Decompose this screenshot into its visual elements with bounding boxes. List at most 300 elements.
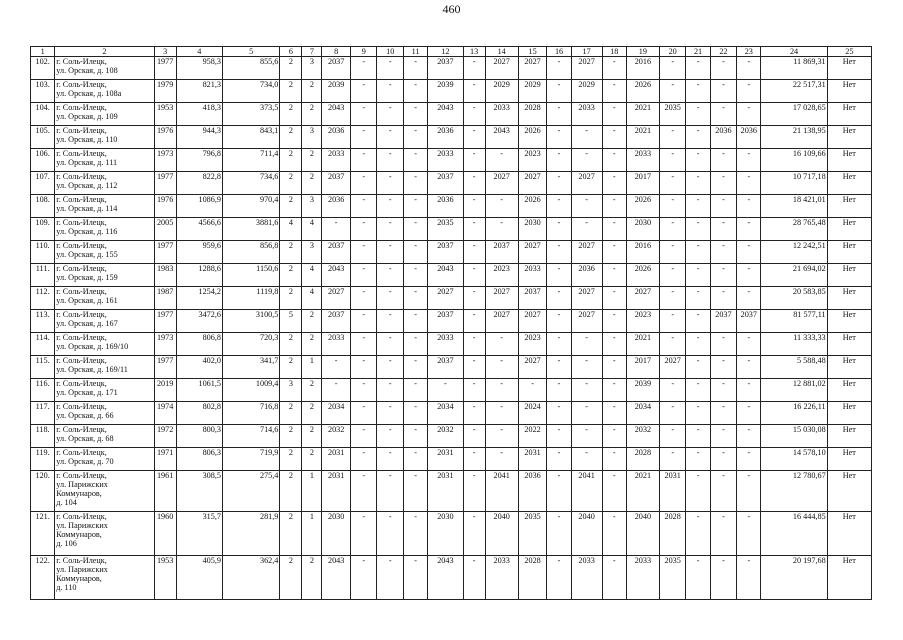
table-row [31, 287, 872, 310]
table-cell: 402,0 [176, 356, 222, 379]
table-cell: 843,1 [223, 126, 280, 149]
table-cell: 2039 [322, 80, 351, 103]
table-cell: - [377, 512, 403, 556]
table-cell: 1973 [154, 333, 176, 356]
table-cell: - [710, 356, 736, 379]
table-cell: 2029 [485, 80, 518, 103]
table-cell: - [737, 556, 761, 600]
table-cell: - [659, 241, 685, 264]
address-cell: г. Соль-Илецк, ул. Орская, д. 159 [55, 264, 154, 287]
table-cell: 2 [280, 471, 302, 512]
table-cell: - [403, 425, 427, 448]
table-cell: 822,8 [176, 172, 222, 195]
table-cell: 2028 [626, 448, 659, 471]
table-cell: 796,8 [176, 149, 222, 172]
table-cell: 2034 [322, 402, 351, 425]
table-row [31, 356, 872, 379]
table-cell: 2027 [571, 241, 602, 264]
table-cell: 2036 [518, 471, 547, 512]
table-cell: - [737, 103, 761, 126]
table-cell: - [659, 195, 685, 218]
table-cell: 2030 [518, 218, 547, 241]
address-cell: г. Соль-Илецк, ул. Орская, д. 169/11 [55, 356, 154, 379]
address-cell: г. Соль-Илецк, ул. Орская, д. 155 [55, 241, 154, 264]
table-cell: - [710, 172, 736, 195]
table-cell: - [351, 512, 377, 556]
status-cell: Нет [827, 195, 871, 218]
table-cell: - [602, 471, 626, 512]
status-cell: Нет [827, 287, 871, 310]
table-cell: 2 [302, 556, 322, 600]
table-cell: 2028 [518, 556, 547, 600]
table-cell: - [547, 57, 571, 80]
row-number: 112. [31, 287, 55, 310]
table-cell: - [686, 195, 710, 218]
table-cell: - [602, 402, 626, 425]
table-cell: - [428, 379, 463, 402]
table-cell: - [571, 356, 602, 379]
table-cell: - [403, 512, 427, 556]
cost-cell: 12 242,51 [761, 241, 827, 264]
table-cell: - [403, 471, 427, 512]
table-cell: 2021 [626, 103, 659, 126]
table-cell: - [485, 425, 518, 448]
table-cell: 2019 [154, 379, 176, 402]
table-cell: - [351, 379, 377, 402]
address-cell: г. Соль-Илецк, ул. Парижских Коммунаров, д. 104 [55, 471, 154, 512]
table-cell: - [377, 379, 403, 402]
table-cell: 2 [280, 556, 302, 600]
table-cell: - [686, 57, 710, 80]
table-cell: - [686, 402, 710, 425]
table-cell: - [463, 333, 485, 356]
table-cell: - [322, 218, 351, 241]
table-cell: 341,7 [223, 356, 280, 379]
column-header: 23 [737, 47, 761, 57]
status-cell: Нет [827, 310, 871, 333]
table-cell: 2 [302, 103, 322, 126]
table-cell: - [659, 287, 685, 310]
status-cell: Нет [827, 402, 871, 425]
table-cell: - [377, 218, 403, 241]
table-cell: 2021 [626, 471, 659, 512]
table-cell: 2037 [428, 356, 463, 379]
table-cell: - [737, 448, 761, 471]
table-cell: 2017 [626, 172, 659, 195]
table-cell: - [547, 126, 571, 149]
table-cell: 2027 [485, 310, 518, 333]
table-cell: 2 [280, 287, 302, 310]
table-cell: - [463, 556, 485, 600]
table-cell: - [518, 379, 547, 402]
table-cell: - [463, 471, 485, 512]
table-cell: 1976 [154, 126, 176, 149]
table-cell: - [377, 556, 403, 600]
table-cell: - [602, 195, 626, 218]
status-cell: Нет [827, 425, 871, 448]
table-row [31, 172, 872, 195]
table-cell: 944,3 [176, 126, 222, 149]
row-number: 107. [31, 172, 55, 195]
table-cell: - [403, 287, 427, 310]
table-cell: - [547, 556, 571, 600]
table-cell: - [710, 195, 736, 218]
table-cell: - [351, 241, 377, 264]
table-cell: - [686, 425, 710, 448]
cost-cell: 22 517,31 [761, 80, 827, 103]
column-header: 17 [571, 47, 602, 57]
address-cell: г. Соль-Илецк, ул. Орская, д. 109 [55, 103, 154, 126]
table-cell: - [547, 80, 571, 103]
table-cell: - [547, 471, 571, 512]
table-cell: - [547, 512, 571, 556]
column-header: 10 [377, 47, 403, 57]
table-cell: - [737, 425, 761, 448]
table-cell: 3881,6 [223, 218, 280, 241]
table-cell: - [686, 512, 710, 556]
column-header: 8 [322, 47, 351, 57]
cost-cell: 5 588,48 [761, 356, 827, 379]
table-cell: 1086,9 [176, 195, 222, 218]
table-cell: 2033 [626, 556, 659, 600]
row-number: 106. [31, 149, 55, 172]
table-cell: 1961 [154, 471, 176, 512]
table-cell: - [351, 448, 377, 471]
table-row [31, 425, 872, 448]
table-cell: - [737, 287, 761, 310]
table-cell: - [547, 448, 571, 471]
table-cell: - [659, 218, 685, 241]
status-cell: Нет [827, 333, 871, 356]
table-cell: - [403, 379, 427, 402]
table-cell: - [463, 103, 485, 126]
table-cell: 2 [302, 310, 322, 333]
table-cell: 2036 [322, 195, 351, 218]
table-cell: 2 [302, 448, 322, 471]
table-cell: 2027 [518, 310, 547, 333]
table-cell: 1 [302, 356, 322, 379]
table-cell: 2035 [428, 218, 463, 241]
table-cell: 2031 [322, 471, 351, 512]
table-cell: - [377, 57, 403, 80]
table-cell: - [659, 379, 685, 402]
table-cell: - [710, 448, 736, 471]
table-cell: - [403, 80, 427, 103]
table-cell: - [659, 333, 685, 356]
address-cell: г. Соль-Илецк, ул. Парижских Коммунаров, д. 106 [55, 512, 154, 556]
table-cell: 970,4 [223, 195, 280, 218]
table-cell: - [351, 356, 377, 379]
table-cell: 2034 [428, 402, 463, 425]
table-cell: - [463, 448, 485, 471]
table-cell: - [403, 402, 427, 425]
cost-cell: 20 583,85 [761, 287, 827, 310]
table-cell: 2 [280, 195, 302, 218]
table-cell: - [602, 172, 626, 195]
status-cell: Нет [827, 556, 871, 600]
table-cell: 2 [280, 448, 302, 471]
table-cell: - [737, 333, 761, 356]
table-cell: 2032 [428, 425, 463, 448]
table-cell: 5 [280, 310, 302, 333]
table-cell: - [602, 310, 626, 333]
table-cell: 2027 [626, 287, 659, 310]
table-cell: 2034 [626, 402, 659, 425]
address-cell: г. Соль-Илецк, ул. Орская, д. 116 [55, 218, 154, 241]
status-cell: Нет [827, 471, 871, 512]
table-cell: 2027 [485, 172, 518, 195]
table-cell: - [602, 149, 626, 172]
table-cell: 2033 [322, 149, 351, 172]
page-number: 460 [442, 2, 461, 16]
table-cell: - [351, 103, 377, 126]
column-header: 25 [827, 47, 871, 57]
column-header: 14 [485, 47, 518, 57]
address-cell: г. Соль-Илецк, ул. Орская, д. 68 [55, 425, 154, 448]
table-cell: - [377, 80, 403, 103]
table-cell: - [686, 264, 710, 287]
table-cell: 2027 [428, 287, 463, 310]
table-cell: - [659, 57, 685, 80]
table-cell: - [686, 172, 710, 195]
table-cell: 2039 [428, 80, 463, 103]
table-cell: - [602, 512, 626, 556]
column-header: 2 [55, 47, 154, 57]
address-cell: г. Соль-Илецк, ул. Орская, д. 171 [55, 379, 154, 402]
table-cell: - [602, 103, 626, 126]
table-cell: 4 [302, 218, 322, 241]
column-header: 16 [547, 47, 571, 57]
table-cell: - [403, 57, 427, 80]
table-cell: - [403, 448, 427, 471]
table-cell: - [463, 379, 485, 402]
table-cell: 308,5 [176, 471, 222, 512]
table-cell: 2043 [485, 126, 518, 149]
cost-cell: 28 765,48 [761, 218, 827, 241]
table-row [31, 264, 872, 287]
row-number: 117. [31, 402, 55, 425]
table-cell: - [377, 264, 403, 287]
cost-cell: 16 109,66 [761, 149, 827, 172]
table-cell: - [547, 287, 571, 310]
table-cell: 2035 [659, 103, 685, 126]
table-cell: 2040 [626, 512, 659, 556]
table-cell: - [403, 241, 427, 264]
table-cell: - [547, 218, 571, 241]
table-cell: 1976 [154, 195, 176, 218]
column-header: 6 [280, 47, 302, 57]
row-number: 122. [31, 556, 55, 600]
table-cell: 2029 [571, 80, 602, 103]
table-cell: 2016 [626, 241, 659, 264]
table-cell: 2021 [626, 126, 659, 149]
table-row [31, 103, 872, 126]
table-cell: - [351, 425, 377, 448]
table-cell: - [351, 149, 377, 172]
table-cell: 2024 [518, 402, 547, 425]
status-cell: Нет [827, 57, 871, 80]
table-cell: 2037 [322, 310, 351, 333]
table-cell: 2021 [626, 333, 659, 356]
column-header: 22 [710, 47, 736, 57]
table-cell: - [571, 218, 602, 241]
table-cell: 2033 [428, 333, 463, 356]
table-row [31, 310, 872, 333]
status-cell: Нет [827, 149, 871, 172]
table-cell: - [571, 379, 602, 402]
table-cell: 2031 [428, 448, 463, 471]
table-row [31, 126, 872, 149]
table-cell: - [602, 379, 626, 402]
table-cell: - [377, 126, 403, 149]
table-cell: 1061,5 [176, 379, 222, 402]
table-cell: - [686, 80, 710, 103]
table-cell: - [737, 379, 761, 402]
table-cell: - [686, 448, 710, 471]
table-cell: 719,9 [223, 448, 280, 471]
table-cell: - [686, 218, 710, 241]
table-cell: 2036 [571, 264, 602, 287]
table-cell: - [485, 379, 518, 402]
table-cell: 2027 [571, 172, 602, 195]
table-cell: 802,8 [176, 402, 222, 425]
table-cell: 2043 [428, 556, 463, 600]
table-cell: - [403, 218, 427, 241]
table-cell: - [710, 402, 736, 425]
row-number: 109. [31, 218, 55, 241]
status-cell: Нет [827, 126, 871, 149]
table-cell: 2033 [571, 556, 602, 600]
table-cell: 2 [302, 80, 322, 103]
table-cell: - [686, 310, 710, 333]
row-number: 103. [31, 80, 55, 103]
table-cell: - [602, 333, 626, 356]
table-cell: - [547, 333, 571, 356]
table-cell: - [710, 556, 736, 600]
table-cell: - [351, 333, 377, 356]
address-cell: г. Соль-Илецк, ул. Орская, д. 110 [55, 126, 154, 149]
table-cell: 2016 [626, 57, 659, 80]
table-cell: - [602, 287, 626, 310]
table-cell: - [485, 149, 518, 172]
table-cell: - [547, 310, 571, 333]
table-cell: 3 [302, 241, 322, 264]
table-cell: - [322, 356, 351, 379]
table-cell: - [710, 241, 736, 264]
cost-cell: 81 577,11 [761, 310, 827, 333]
table-cell: - [686, 471, 710, 512]
table-cell: - [463, 172, 485, 195]
table-cell: - [686, 149, 710, 172]
table-cell: - [602, 448, 626, 471]
table-cell: 2 [280, 80, 302, 103]
table-cell: 405,9 [176, 556, 222, 600]
table-cell: - [351, 126, 377, 149]
table-cell: - [737, 149, 761, 172]
table-cell: - [737, 402, 761, 425]
table-cell: - [377, 448, 403, 471]
table-cell: 2033 [518, 264, 547, 287]
table-cell: - [571, 425, 602, 448]
table-cell: 806,8 [176, 333, 222, 356]
table-cell: 2 [280, 172, 302, 195]
table-cell: - [602, 57, 626, 80]
table-cell: - [351, 80, 377, 103]
table-cell: 2040 [571, 512, 602, 556]
table-cell: - [602, 126, 626, 149]
table-cell: - [377, 195, 403, 218]
table-cell: 2026 [626, 264, 659, 287]
status-cell: Нет [827, 172, 871, 195]
status-cell: Нет [827, 241, 871, 264]
table-cell: - [686, 379, 710, 402]
table-cell: - [322, 379, 351, 402]
header-row [31, 47, 872, 57]
table-cell: 2037 [428, 310, 463, 333]
table-cell: 2030 [322, 512, 351, 556]
table-cell: - [571, 126, 602, 149]
table-row [31, 379, 872, 402]
table-cell: - [686, 103, 710, 126]
row-number: 108. [31, 195, 55, 218]
address-cell: г. Соль-Илецк, ул. Орская, д. 161 [55, 287, 154, 310]
table-cell: - [686, 287, 710, 310]
table-cell: 2037 [322, 57, 351, 80]
table-cell: 2027 [518, 57, 547, 80]
row-number: 113. [31, 310, 55, 333]
table-cell: - [463, 80, 485, 103]
table-cell: 2037 [322, 241, 351, 264]
table-cell: 2 [280, 264, 302, 287]
table-cell: 959,6 [176, 241, 222, 264]
table-cell: - [377, 425, 403, 448]
table-cell: - [547, 379, 571, 402]
table-cell: 2005 [154, 218, 176, 241]
table-cell: 4566,6 [176, 218, 222, 241]
column-header: 12 [428, 47, 463, 57]
table-cell: 4 [302, 287, 322, 310]
address-cell: г. Соль-Илецк, ул. Орская, д. 111 [55, 149, 154, 172]
table-cell: 2040 [485, 512, 518, 556]
table-cell: - [403, 356, 427, 379]
table-cell: 1972 [154, 425, 176, 448]
table-cell: - [463, 149, 485, 172]
table-cell: 2036 [737, 126, 761, 149]
table-cell: 1983 [154, 264, 176, 287]
table-row [31, 149, 872, 172]
table-cell: - [737, 356, 761, 379]
table-cell: - [463, 310, 485, 333]
table-row [31, 556, 872, 600]
table-cell: - [659, 80, 685, 103]
table-cell: 1973 [154, 149, 176, 172]
table-cell: 4 [280, 218, 302, 241]
table-cell: - [571, 149, 602, 172]
table-cell: 2033 [322, 333, 351, 356]
table-cell: - [737, 512, 761, 556]
address-cell: г. Соль-Илецк, ул. Парижских Коммунаров, д. 110 [55, 556, 154, 600]
table-cell: 2039 [626, 379, 659, 402]
table-cell: - [403, 264, 427, 287]
address-cell: г. Соль-Илецк, ул. Орская, д. 108 [55, 57, 154, 80]
table-cell: - [659, 448, 685, 471]
table-cell: - [403, 172, 427, 195]
table-cell: - [485, 356, 518, 379]
table-row [31, 218, 872, 241]
table-cell: - [351, 218, 377, 241]
table-cell: - [710, 379, 736, 402]
row-number: 111. [31, 264, 55, 287]
